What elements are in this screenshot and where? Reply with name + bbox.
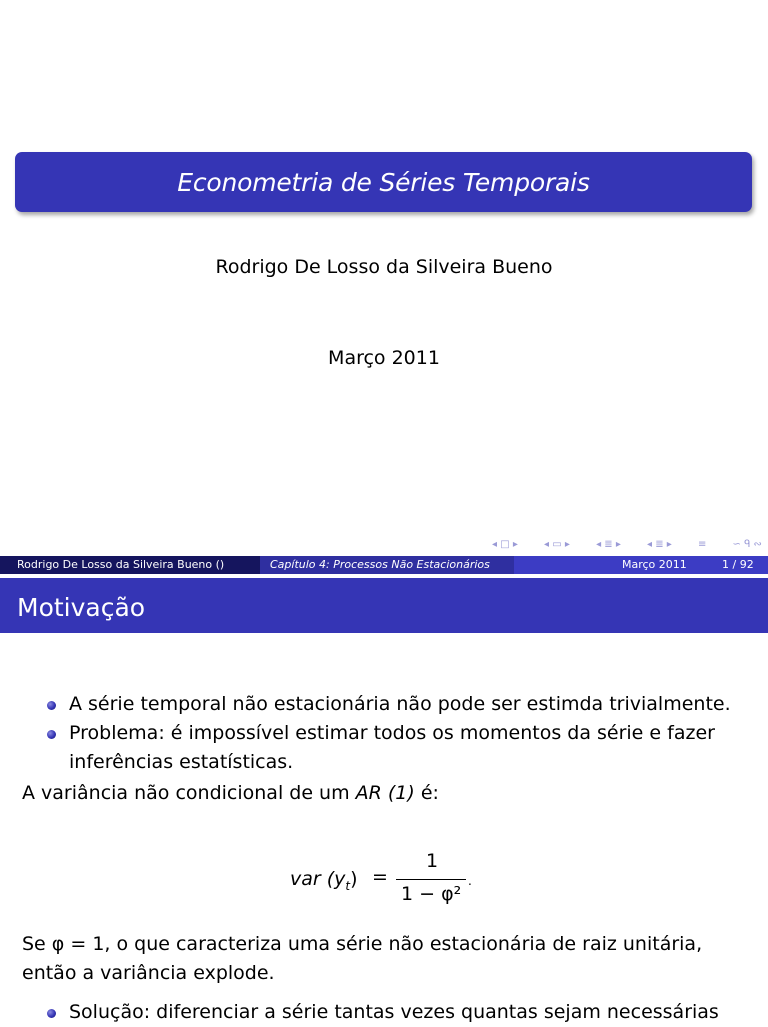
bullet-icon [47, 730, 56, 739]
footer-date: Março 2011 [622, 558, 687, 571]
frame-title: Motivação [0, 578, 768, 633]
nav-frame-icon[interactable]: ◂ □ ▸ [492, 538, 518, 550]
formula-equals: = [372, 866, 388, 888]
list-item [22, 998, 742, 1027]
nav-subsection-icon[interactable]: ◂ ▭ ▸ [544, 538, 570, 550]
fraction-bar [396, 879, 466, 880]
list-item [22, 690, 742, 719]
list-item [22, 998, 742, 1027]
variance-formula [0, 850, 768, 912]
formula-period: . [468, 874, 472, 888]
bullet-text: Solução: diferenciar a série tantas vezes quantas sejam necessárias [69, 1001, 719, 1023]
math-ar1: AR (1) [355, 782, 415, 804]
footer-author: Rodrigo De Losso da Silveira Bueno () [0, 556, 260, 574]
footer-bar [0, 556, 768, 574]
list-item [22, 719, 742, 777]
bullet-text: A série temporal não estacionária não pode ser estimda trivialmente. [69, 693, 731, 715]
paragraph-unit-root: Se φ = 1, o que caracteriza uma série não estacionária de raiz unitária, então a variância explode. [22, 933, 703, 984]
paragraph-text: é: [414, 782, 439, 804]
beamer-navigation[interactable] [492, 537, 762, 551]
bullet-icon [47, 1009, 56, 1018]
presentation-title: Econometria de Séries Temporais [177, 167, 590, 197]
slide-content [22, 690, 742, 808]
author-name: Rodrigo De Losso da Silveira Bueno [215, 256, 553, 278]
paragraph-variance [22, 779, 742, 808]
nav-section-icon[interactable]: ◂ ≣ ▸ [596, 538, 621, 550]
presentation-date: Março 2011 [328, 347, 440, 369]
nav-document-icon[interactable]: ◂ ≣ ▸ [647, 538, 672, 550]
paragraph-text: A variância não condicional de um [22, 782, 356, 804]
title-block [15, 152, 752, 212]
nav-search-icon[interactable]: ∽ ᑫ ∾ [732, 538, 762, 550]
bullet-list [22, 998, 742, 1027]
formula-denominator: 1 − φ² [401, 883, 462, 905]
bullet-list [22, 690, 742, 777]
footer-page-number: 1 / 92 [722, 558, 754, 571]
footer-date-page [514, 556, 768, 574]
bullet-text: Problema: é impossível estimar todos os momentos da série e fazer inferências estatísticas. [69, 722, 715, 773]
formula-lhs: var $(y_t)$ [290, 868, 358, 893]
bullet-icon [47, 701, 56, 710]
formula-numerator: 1 [426, 850, 439, 872]
footer-chapter: Capítulo 4: Processos Não Estacionários [260, 556, 514, 574]
nav-align-icon[interactable]: ≡ [697, 538, 707, 550]
